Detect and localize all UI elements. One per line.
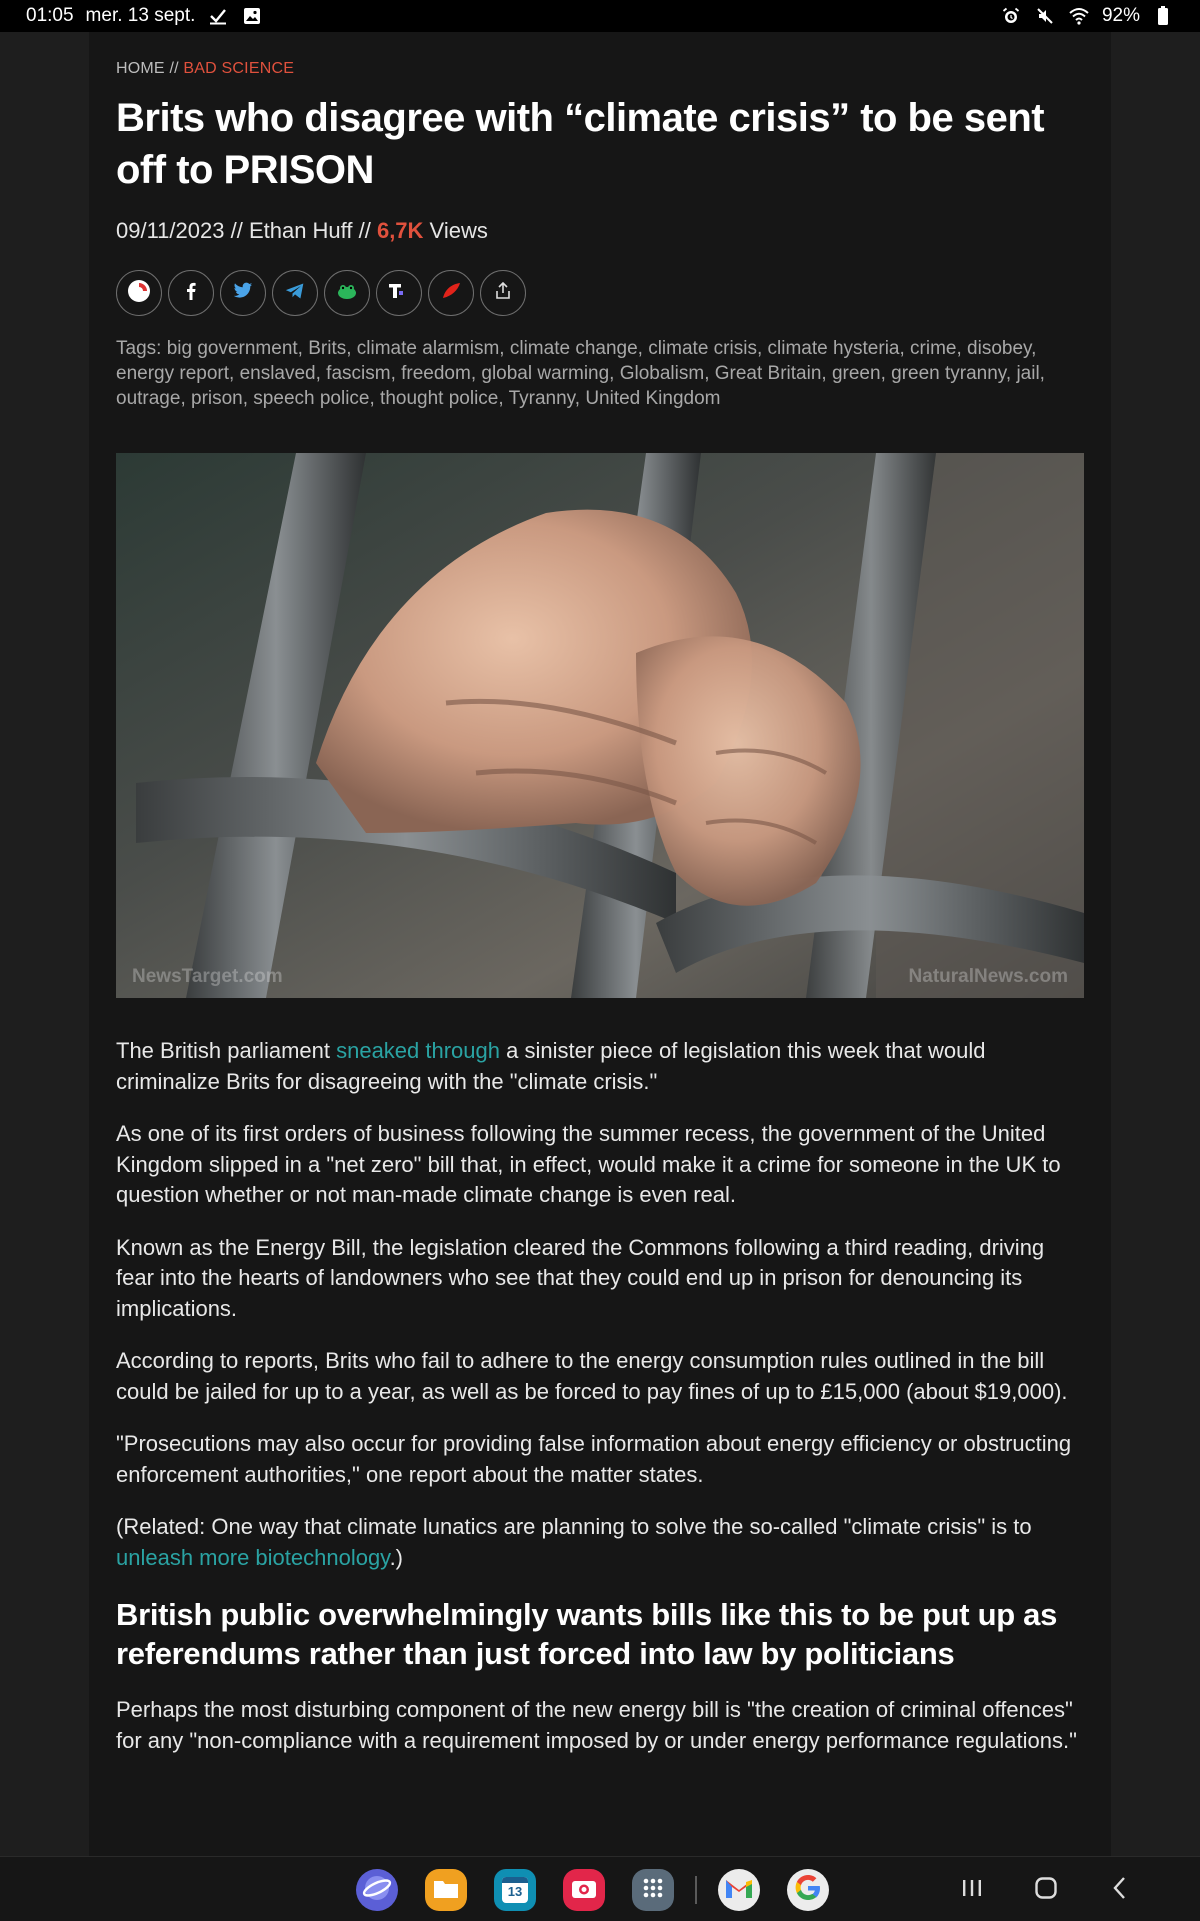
wifi-icon (1068, 5, 1090, 27)
article-page (89, 32, 1111, 1856)
tags-label: Tags: (116, 338, 167, 359)
share-icon (494, 282, 512, 305)
status-bar (0, 0, 1200, 32)
breadcrumb (116, 60, 1084, 78)
link-sneaked-through[interactable]: sneaked through (336, 1038, 500, 1063)
gmail-icon (724, 1876, 754, 1905)
article-tags (116, 336, 1084, 411)
home-button[interactable] (1026, 1873, 1066, 1907)
article-meta (116, 218, 1084, 244)
app-drawer-button[interactable] (632, 1869, 674, 1911)
navigation-bar (0, 1856, 1200, 1921)
home-icon (1034, 1876, 1058, 1905)
views-label: Views (423, 218, 488, 243)
app-dock (356, 1869, 829, 1911)
telegram-icon (285, 282, 305, 305)
paragraph-7: Perhaps the most disturbing component of the new energy bill is "the creation of criminal offences" for any "non-compliance with a requirement imposed by or under energy performance regulations." (116, 1697, 1077, 1753)
google-icon (794, 1874, 822, 1907)
truth-social-icon (388, 282, 410, 305)
share-brighteon-button[interactable] (116, 270, 162, 316)
paragraph-4: According to reports, Brits who fail to adhere to the energy consumption rules outlined in the bill could be jailed for up to a year, as well as be forced to pay fines of up to £15,000 (about $19,000). (116, 1348, 1068, 1404)
paragraph-text: The British parliament (116, 1038, 337, 1063)
camera-app-button[interactable] (563, 1869, 605, 1911)
meta-separator: // (224, 218, 249, 243)
paragraph-text: (Related: One way that climate lunatics are planning to solve the so-called "climate crisis" is to (116, 1514, 1032, 1539)
google-app-button[interactable] (787, 1869, 829, 1911)
share-gab-button[interactable] (324, 270, 370, 316)
twitter-icon (233, 282, 253, 305)
share-buttons (116, 270, 1084, 316)
gallery-icon (241, 5, 263, 27)
paragraph-6 (116, 1512, 1084, 1573)
watermark-naturalnews: NaturalNews.com (908, 966, 1068, 987)
view-count: 6,7K (376, 218, 424, 243)
share-gettr-button[interactable] (428, 270, 474, 316)
breadcrumb-category[interactable]: BAD SCIENCE (183, 60, 295, 77)
back-icon (1110, 1876, 1130, 1905)
facebook-icon (181, 281, 201, 306)
recent-apps-button[interactable] (952, 1873, 992, 1907)
share-twitter-button[interactable] (220, 270, 266, 316)
gmail-app-button[interactable] (718, 1869, 760, 1911)
share-facebook-button[interactable] (168, 270, 214, 316)
paragraph-text: a sinister piece of legislation this week that would criminalize Brits for disagreeing with the "climate crisis." (116, 1038, 986, 1094)
share-truth-social-button[interactable] (376, 270, 422, 316)
tags-list[interactable]: big government, Brits, climate alarmism, climate change, climate crisis, climate hysteria, crime, disobey, energy report, enslaved, fascism, freedom, global warming, Globalism, Great Britain, green, green tyranny, jail, outrage, prison, speech police, thought police, Tyranny, United Kingdom (116, 338, 1045, 409)
meta-separator: // (352, 218, 377, 243)
status-date: mer. 13 sept. (85, 5, 196, 26)
hero-image (116, 453, 1084, 998)
link-unleash-biotechnology[interactable]: unleash more biotechnology (116, 1544, 390, 1570)
recents-icon (960, 1878, 984, 1903)
battery-percent: 92% (1101, 5, 1140, 26)
paragraph-3: Known as the Energy Bill, the legislation cleared the Commons following a third reading, driving fear into the hearts of landowners who see that they could end up in prison for denouncing its implications. (116, 1234, 1045, 1321)
article-author[interactable]: Ethan Huff (248, 218, 353, 243)
gab-icon (336, 282, 358, 305)
share-more-button[interactable] (480, 270, 526, 316)
alarm-icon (1000, 5, 1022, 27)
share-telegram-button[interactable] (272, 270, 318, 316)
article-title: Brits who disagree with “climate crisis” to be sent off to PRISON (116, 96, 1045, 192)
folder-icon (433, 1877, 459, 1904)
mute-icon (1034, 5, 1056, 27)
breadcrumb-separator: // (164, 60, 184, 77)
watermark-newstarget: NewsTarget.com (132, 966, 283, 987)
paragraph-1 (116, 1036, 1084, 1097)
paragraph-2: As one of its first orders of business following the summer recess, the government of the United Kingdom slipped in a "net zero" bill that, in effect, would make it a crime for someone in the UK to question whether or not man-made climate change is even real. (116, 1121, 1061, 1207)
article-body (116, 1036, 1084, 1756)
paragraph-5: "Prosecutions may also occur for providing false information about energy efficiency or obstructing enforcement authorities," one report about the matter states. (116, 1431, 1072, 1487)
paragraph-text: .) (389, 1544, 404, 1570)
files-app-button[interactable] (425, 1869, 467, 1911)
article-date: 09/11/2023 (116, 218, 225, 243)
calendar-icon (502, 1877, 528, 1903)
status-time: 01:05 (26, 5, 74, 26)
check-icon (207, 5, 229, 27)
calendar-app-button[interactable] (494, 1869, 536, 1911)
article-subheading: British public overwhelmingly wants bills like this to be put up as referendums rather than just forced into law by politicians (116, 1597, 1058, 1671)
breadcrumb-home[interactable]: HOME (116, 60, 165, 77)
dock-divider (695, 1876, 697, 1904)
internet-icon (362, 1873, 392, 1908)
gettr-icon (440, 281, 462, 306)
brighteon-icon (127, 279, 151, 308)
camera-icon (571, 1877, 597, 1904)
calendar-day: 13 (507, 1884, 523, 1899)
apps-grid-icon (641, 1876, 665, 1905)
back-button[interactable] (1100, 1873, 1140, 1907)
battery-icon (1152, 5, 1174, 27)
internet-app-button[interactable] (356, 1869, 398, 1911)
